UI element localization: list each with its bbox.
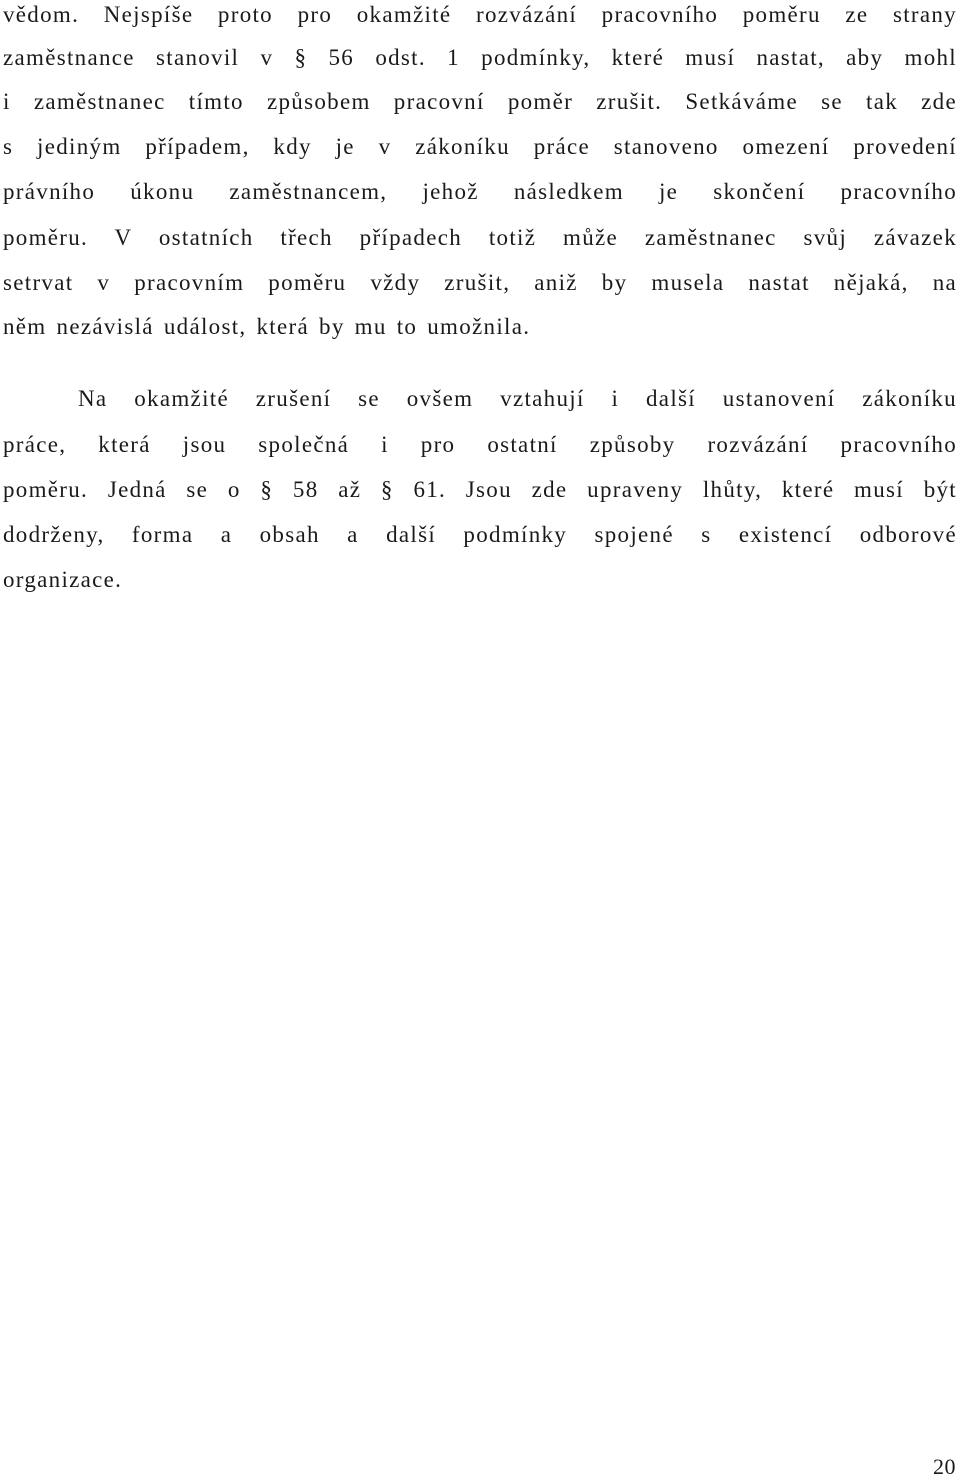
paragraph-line: právního úkonu zaměstnancem, jehož následkem je skončení pracovního: [3, 179, 957, 204]
paragraph-line: vědom. Nejspíše proto pro okamžité rozvázání pracovního poměru ze strany: [3, 2, 957, 27]
paragraph-line: setrvat v pracovním poměru vždy zrušit, aniž by musela nastat nějaká, na: [3, 270, 957, 295]
paragraph-line: poměru. V ostatních třech případech totiž může zaměstnanec svůj závazek: [3, 225, 957, 250]
paragraph-line: organizace.: [3, 567, 123, 592]
paragraph-line: poměru. Jedná se o § 58 až § 61. Jsou zde upraveny lhůty, které musí být: [3, 477, 957, 502]
paragraph-line: něm nezávislá událost, která by mu to umožnila.: [3, 314, 531, 339]
paragraph-line: i zaměstnanec tímto způsobem pracovní poměr zrušit. Setkáváme se tak zde: [3, 89, 957, 114]
paragraph-line: s jediným případem, kdy je v zákoníku práce stanoveno omezení provedení: [3, 134, 957, 159]
page-number: 20: [933, 1454, 956, 1479]
paragraph-line: Na okamžité zrušení se ovšem vztahují i další ustanovení zákoníku: [78, 386, 957, 411]
paragraph-line: práce, která jsou společná i pro ostatní způsoby rozvázání pracovního: [3, 432, 957, 457]
paragraph-line: dodrženy, forma a obsah a další podmínky spojené s existencí odborové: [3, 522, 957, 547]
paragraph-line: zaměstnance stanovil v § 56 odst. 1 podmínky, které musí nastat, aby mohl: [3, 45, 957, 70]
